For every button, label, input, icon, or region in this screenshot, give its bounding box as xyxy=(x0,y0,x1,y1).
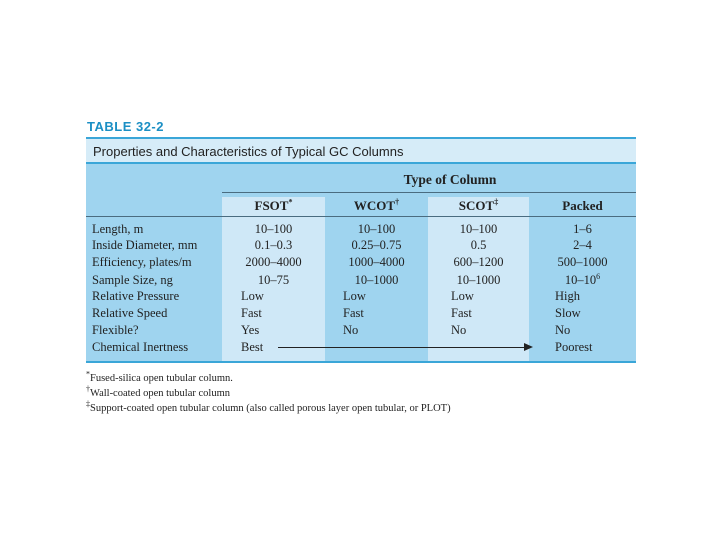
table-cell: 1000–4000 xyxy=(348,255,405,269)
table-cell: 1–6 xyxy=(573,222,592,236)
table-cell: Low xyxy=(241,289,264,303)
col-head-fsot: FSOT* xyxy=(254,197,293,213)
table-cell: No xyxy=(555,323,571,337)
table-cell: 500–1000 xyxy=(557,255,608,269)
row-label: Efficiency, plates/m xyxy=(92,255,192,269)
group-header: Type of Column xyxy=(403,172,497,187)
column-header-line xyxy=(86,216,636,217)
table-cell: High xyxy=(555,289,580,303)
caption-band xyxy=(86,139,636,164)
table-cell: Yes xyxy=(241,323,260,337)
table-cell: 0.5 xyxy=(470,238,487,252)
row-label: Sample Size, ng xyxy=(92,273,173,287)
row-label: Length, m xyxy=(92,222,144,236)
bottom-rule xyxy=(86,361,636,363)
table-cell: 600–1200 xyxy=(453,255,504,269)
table-cell: No xyxy=(343,323,359,337)
table-label: TABLE 32-2 xyxy=(87,119,164,134)
table-cell: Low xyxy=(343,289,366,303)
table-cell: $10-10^6$ xyxy=(564,271,601,287)
table-cell: 10–100 xyxy=(357,222,396,236)
row-label: Inside Diameter, mm xyxy=(92,238,198,252)
inertness-best: Best xyxy=(241,340,264,354)
group-header-line xyxy=(222,192,636,193)
footnote-fsot: *Fused-silica open tubular column. xyxy=(86,369,233,384)
table-cell: 10–1000 xyxy=(354,273,399,287)
table-cell: Fast xyxy=(343,306,364,320)
table-cell: Fast xyxy=(241,306,262,320)
table-cell: 0.25–0.75 xyxy=(351,238,402,252)
table-cell: 10–100 xyxy=(254,222,293,236)
table-cell: 0.1–0.3 xyxy=(254,238,293,252)
row-label: Relative Speed xyxy=(92,306,168,320)
row-label: Flexible? xyxy=(92,323,139,337)
table-cell: Slow xyxy=(555,306,581,320)
row-label: Relative Pressure xyxy=(92,289,180,303)
table-cell: 2–4 xyxy=(573,238,592,252)
table-cell: Low xyxy=(451,289,474,303)
table-caption: Properties and Characteristics of Typical GC Columns xyxy=(93,144,404,159)
table-cell: 10–75 xyxy=(257,273,290,287)
table-cell: 10–1000 xyxy=(456,273,501,287)
table-cell: No xyxy=(451,323,467,337)
table-cell: 2000–4000 xyxy=(245,255,302,269)
col-head-wcot: WCOT† xyxy=(353,197,400,213)
row-label: Chemical Inertness xyxy=(92,340,189,354)
table-cell: Fast xyxy=(451,306,472,320)
col-head-packed: Packed xyxy=(562,198,603,213)
table-cell: 10–100 xyxy=(459,222,498,236)
inertness-poorest: Poorest xyxy=(555,340,593,354)
footnote-scot: ‡Support-coated open tubular column (also called porous layer open tubular, or PLOT) xyxy=(86,399,451,414)
footnote-wcot: †Wall-coated open tubular column xyxy=(86,384,230,399)
col-head-scot: SCOT‡ xyxy=(458,197,499,213)
